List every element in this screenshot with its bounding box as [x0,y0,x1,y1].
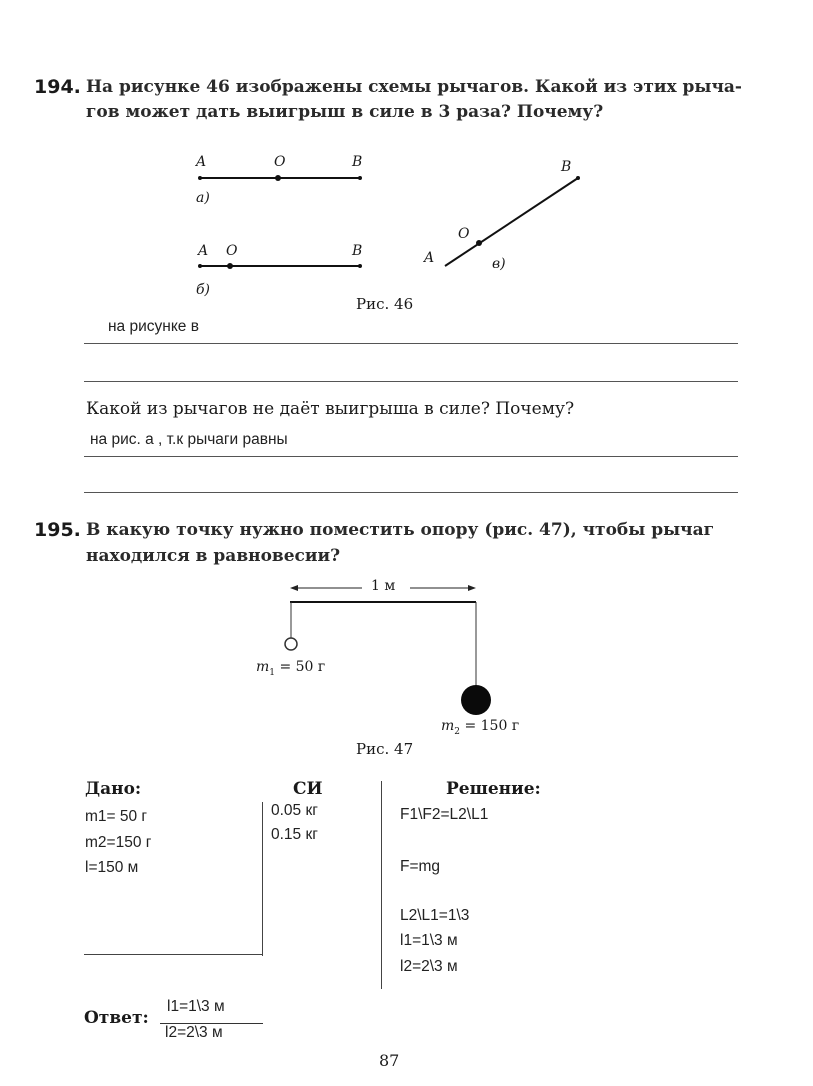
answer-label: Ответ: [84,1008,149,1028]
answer-top: l1=1\3 м [167,998,225,1015]
lever-b-sublabel: б) [196,282,211,298]
question-194-part-2: Какой из рычагов не даёт выигрыша в силе? Почему? [86,399,575,419]
solution-step: F=mg [400,858,441,875]
mass-1-subscript: 1 [269,667,276,678]
mass-1-label [256,659,325,678]
question-195-line-1: В какую точку нужно поместить опору (рис. 47), чтобы рычаг [86,520,715,540]
figure-46-lever-diagrams [180,150,600,310]
mass-1-ball [285,638,297,650]
mass-1-symbol: m [256,659,270,675]
question-194-line-2: гов может дать выигрыш в силе в 3 раза? Почему? [86,102,604,122]
given-item: m2=150 г [85,834,152,851]
lever-v-label-o: O [458,226,470,242]
figure-46-caption: Рис. 46 [356,295,414,313]
solution-title: Решение: [446,779,541,799]
si-title: СИ [293,779,323,799]
solution-step: l1=1\3 м [400,932,458,949]
mass-2-ball [461,685,491,715]
question-195-line-2: находился в равновесии? [86,546,341,566]
answer-line [84,492,738,493]
answer-line [84,456,738,457]
lever-b-label-o: O [226,243,238,259]
solution-step: l2=2\3 м [400,958,458,975]
question-number-194: 194. [34,76,81,98]
lever-v-label-b: B [561,159,572,175]
dimension-arrow-right [468,585,476,591]
page-number: 87 [379,1051,400,1070]
si-item: 0.05 кг [271,802,318,819]
lever-a-sublabel: а) [196,190,210,206]
lever-v-label-a: A [424,250,435,266]
table-divider-left [262,802,263,956]
figure-47-caption: Рис. 47 [356,740,414,758]
question-194-line-1: На рисунке 46 изображены схемы рычагов. Какой из этих рыча- [86,77,742,97]
lever-v-sublabel: в) [492,256,506,272]
mass-2-symbol: m [441,718,455,734]
mass-1-value: = 50 г [279,659,326,675]
lever-b-label-a: A [198,243,209,259]
mass-2-label [441,718,519,737]
lever-a-point-a [198,176,202,180]
figure-47-lever-with-masses [260,580,540,730]
lever-v-point-b [576,176,580,180]
given-underline [84,954,262,955]
dimension-arrow-left [290,585,298,591]
mass-2-subscript: 2 [454,726,461,737]
lever-b-label-b: B [352,243,363,259]
given-title: Дано: [85,779,142,799]
lever-a-label-b: B [352,154,363,170]
lever-a-point-b [358,176,362,180]
lever-b-point-a [198,264,202,268]
answer-194-part-2: на рис. а , т.к рычаги равны [90,431,288,448]
table-divider-right [381,781,382,989]
figure-47-length-label: 1 м [371,578,396,594]
lever-b-pivot [227,263,233,269]
lever-a-pivot [275,175,281,181]
lever-a-label-a: A [196,154,207,170]
lever-v-bar [445,178,578,266]
answer-line [84,381,738,382]
solution-step: F1\F2=L2\L1 [400,806,489,823]
mass-2-value: = 150 г [464,718,520,734]
si-item: 0.15 кг [271,826,318,843]
answer-line [84,343,738,344]
answer-194-part-1: на рисунке в [108,318,199,335]
given-item: m1= 50 г [85,808,148,825]
lever-v-pivot [476,240,482,246]
question-number-195: 195. [34,519,81,541]
lever-a-label-o: O [274,154,286,170]
solution-step: L2\L1=1\3 [400,907,470,924]
answer-bottom: l2=2\3 м [165,1024,223,1041]
given-item: l=150 м [85,859,139,876]
lever-b-point-b [358,264,362,268]
